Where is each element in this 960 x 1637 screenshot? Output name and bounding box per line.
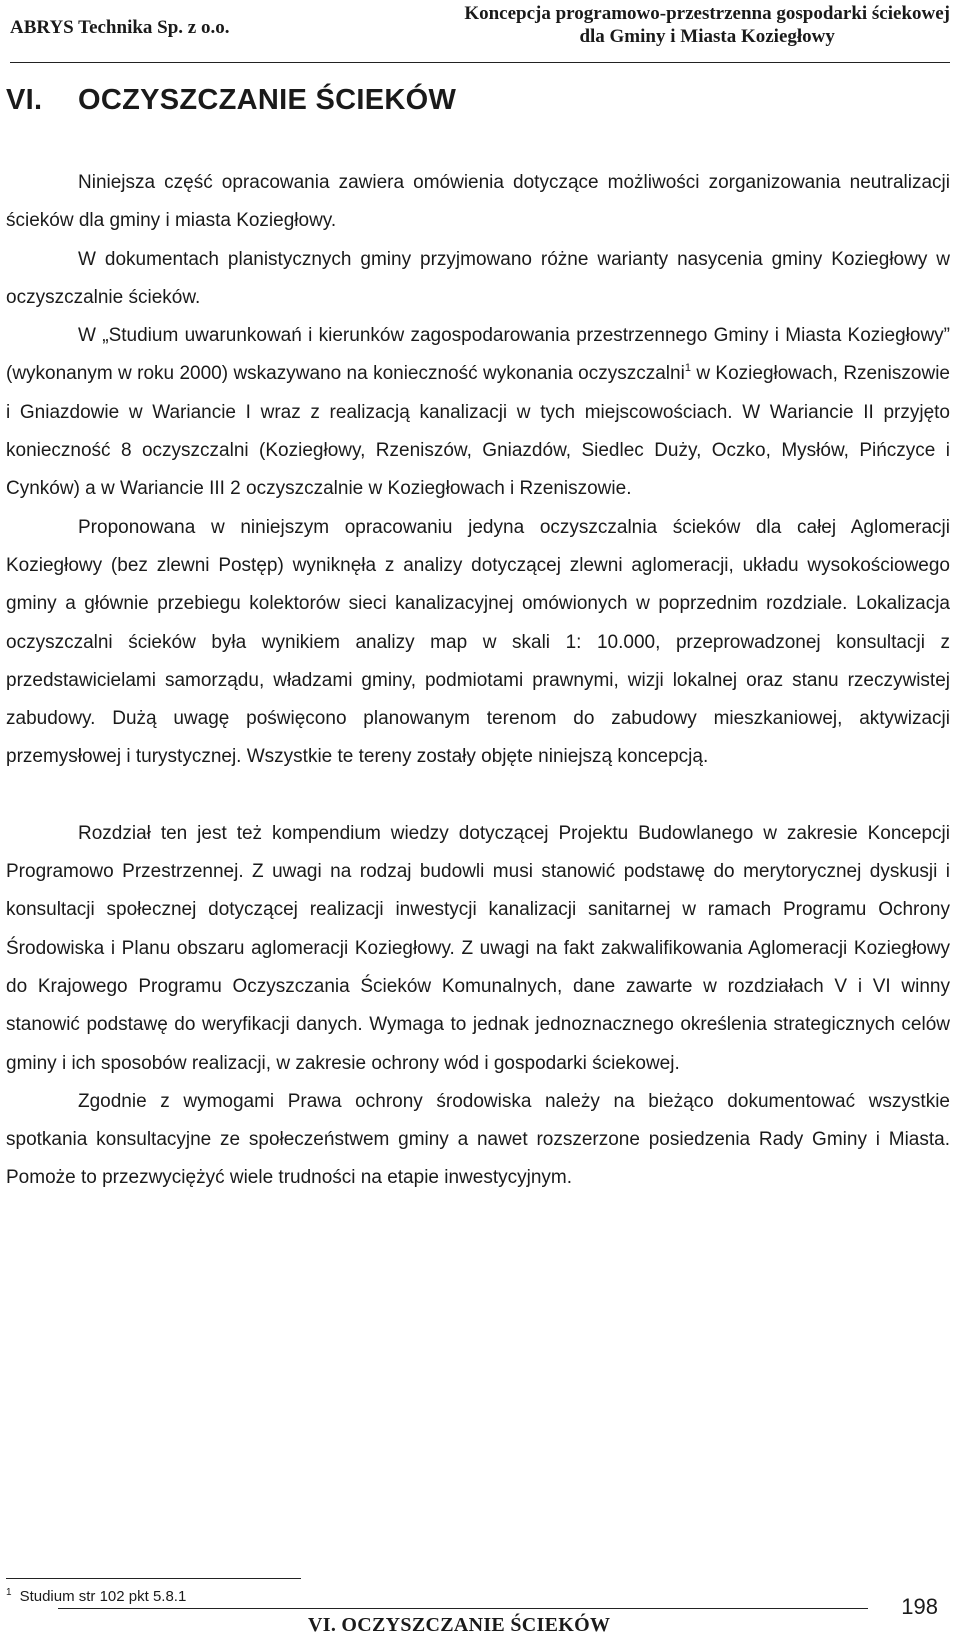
company-name: ABRYS Technika Sp. z o.o. [10,17,230,38]
paragraph-2: W dokumentach planistycznych gminy przyjmowano różne warianty nasycenia gminy Koziegłowy w oczyszczalnie ścieków. [6,248,950,308]
document-title [464,2,950,48]
paragraph-6: Zgodnie z wymogami Prawa ochrony środowiska należy na bieżąco dokumentować wszystkie spotkania konsultacyjne ze społeczeństwem gminy a nawet rozszerzone posiedzenia Rady Gminy i Miasta. Pomoże to przezwyciężyć wiele trudności na etapie inwestycyjnym. [6,1090,950,1189]
paragraph-1: Niniejsza część opracowania zawiera omówienia dotyczące możliwości zorganizowania neutralizacji ścieków dla gminy i miasta Koziegłowy. [6,172,950,232]
footnote [6,1587,186,1605]
footnote-separator [6,1578,301,1579]
footnote-text: Studium str 102 pkt 5.8.1 [19,1588,187,1605]
page-number: 198 [901,1594,938,1619]
paragraph-3-part-1: W „Studium uwarunkowań i kierunków zagospodarowania przestrzennego Gminy i Miasta Koziegłowy” (wykonanym w roku 2000) wskazywano na konieczność wykonania oczyszczalni [6,325,950,385]
footnote-mark: 1 [6,1587,12,1598]
paragraph-5: Rozdział ten jest też kompendium wiedzy dotyczącej Projektu Budowlanego w zakresie Koncepcji Programowo Przestrzennej. Z uwagi na rodzaj budowli musi stanowić podstawę do merytorycznej dyskusji i konsultacji społecznej dotyczącej realizacji inwestycji kanalizacji sanitarnej w ramach Programu Ochrony Środowiska i Planu obszaru aglomeracji Koziegłowy. Z uwagi na fakt zakwalifikowania Aglomeracji Koziegłowy do Krajowego Programu Oczyszczania Ścieków Komunalnych, dane zawarte w rozdziałach V i VI winny stanowić podstawę do weryfikacji danych. Wymaga to jednak jednoznacznego określenia strategicznych celów gminy i ich sposobów realizacji, w zakresie ochrony wód i gospodarki ściekowej. [6,822,950,1074]
chapter-number: VI. [6,84,43,116]
footer-chapter-label: VI. OCZYSZCZANIE ŚCIEKÓW [308,1614,611,1636]
document-title-line-2: dla Gminy i Miasta Koziegłowy [579,26,835,47]
footnote-reference: 1 [684,362,691,375]
body-text [6,164,950,1198]
paragraph-3 [6,317,950,508]
paragraph-3-part-2: w Koziegłowach, Rzeniszowie i Gniazdowie w Wariancie I wraz z realizacją kanalizacji w tych miejscowościach. W Wariancie II przyjęto konieczność 8 oczyszczalni (Koziegłowy, Rzeniszów, Gniazdów, Siedlec Duży, Oczko, Mysłów, Pińczyce i Cynków) a w Wariancie III 2 oczyszczalnie w Koziegłowach i Rzeniszowie. [6,363,950,500]
page-header [10,0,950,63]
footer-separator [58,1608,868,1609]
chapter-title: OCZYSZCZANIE ŚCIEKÓW [78,84,457,116]
chapter-heading [6,84,456,117]
paragraph-4: Proponowana w niniejszym opracowaniu jedyna oczyszczalnia ścieków dla całej Aglomeracji Koziegłowy (bez zlewni Postęp) wyniknęła z analizy dotyczącej zlewni aglomeracji, układu wysokościowego gminy a głównie przebiegu kolektorów sieci kanalizacyjnej omówionych w poprzednim rozdziale. Lokalizacja oczyszczalni ścieków była wynikiem analizy map w skali 1: 10.000, przeprowadzonej konsultacji z przedstawicielami samorządu, władzami gminy, podmiotami prawnymi, wizji lokalnej oraz stanu rzeczywistej zabudowy. Dużą uwagę poświęcono planowanym terenom do zabudowy mieszkaniowej, aktywizacji przemysłowej i turystycznej. Wszystkie te tereny zostały objęte niniejszą koncepcją. [6,516,950,768]
document-title-line-1: Koncepcja programowo-przestrzenna gospodarki ściekowej [464,3,950,24]
